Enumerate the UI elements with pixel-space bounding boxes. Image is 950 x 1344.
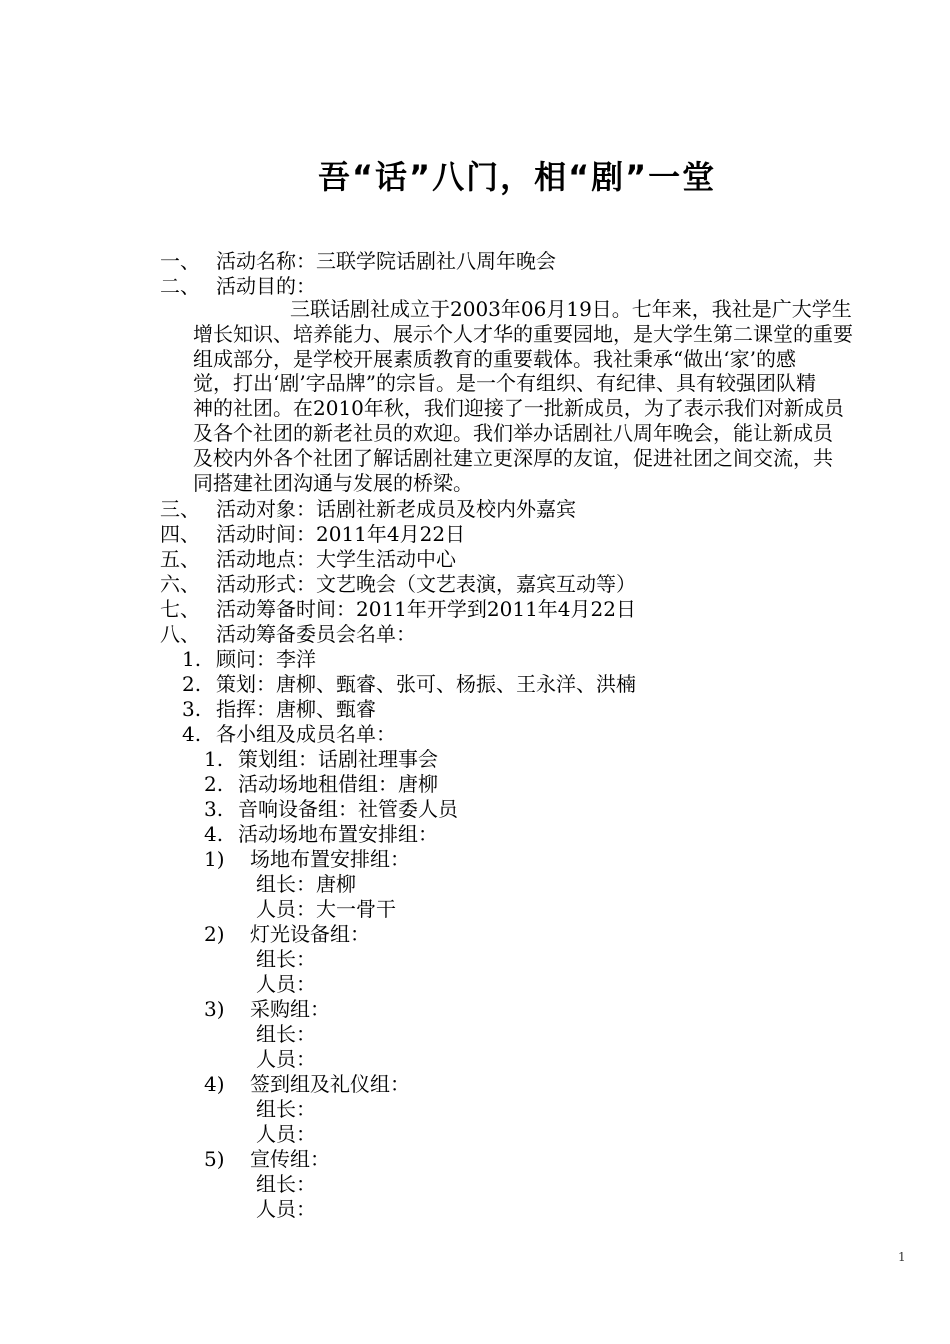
section-format [160, 572, 636, 597]
committee-item [182, 672, 636, 697]
item-number: 1. [204, 747, 224, 771]
purpose-line: 增长知识、培养能力、展示个人才华的重要园地，是大学生第二课堂的重要 [193, 321, 853, 346]
subgroup-item [204, 747, 438, 772]
purpose-line: 组成部分，是学校开展素质教育的重要载体。我社秉承“做出‘家’的感 [193, 346, 796, 371]
item-text: 指挥：唐柳、甄睿 [216, 697, 376, 721]
team-number: 4) [204, 1072, 225, 1096]
item-number: 1. [182, 647, 202, 671]
team-leader: 组长： [256, 1022, 316, 1046]
item-number: 4. [204, 822, 224, 846]
purpose-line: 及校内外各个社团了解话剧社建立更深厚的友谊，促进社团之间交流，共 [193, 445, 833, 470]
team-name: 签到组及礼仪组： [250, 1072, 410, 1096]
section-activity-name [160, 249, 556, 274]
section-location [160, 547, 456, 572]
committee-item [182, 647, 316, 672]
team-leader: 组长：唐柳 [256, 872, 356, 896]
team-name: 场地布置安排组： [250, 847, 410, 871]
subgroup-item [204, 822, 438, 847]
team-name: 灯光设备组： [250, 922, 370, 946]
item-text: 策划：唐柳、甄睿、张可、杨振、王永洋、洪楠 [216, 672, 636, 696]
section-text: 活动对象：话剧社新老成员及校内外嘉宾 [216, 497, 576, 521]
team-members: 人员： [256, 1122, 316, 1146]
section-prep-time [160, 597, 636, 622]
team-heading [204, 1147, 330, 1172]
section-audience [160, 497, 576, 522]
team-heading [204, 847, 410, 872]
section-time [160, 522, 465, 547]
subgroup-item [204, 797, 458, 822]
item-text: 音响设备组：社管委人员 [238, 797, 458, 821]
section-activity-purpose [160, 274, 316, 299]
section-text: 活动筹备时间：2011年开学到2011年4月22日 [216, 597, 636, 621]
subgroup-item [204, 772, 438, 797]
item-number: 2. [182, 672, 202, 696]
team-number: 1) [204, 847, 225, 871]
section-text: 活动地点：大学生活动中心 [216, 547, 456, 571]
team-heading [204, 922, 370, 947]
section-number: 二、 [160, 274, 200, 298]
section-number: 五、 [160, 547, 200, 571]
section-number: 六、 [160, 572, 200, 596]
section-text: 活动目的： [216, 274, 316, 298]
team-heading [204, 1072, 410, 1097]
team-leader: 组长： [256, 1097, 316, 1121]
item-text: 活动场地布置安排组： [238, 822, 438, 846]
team-leader: 组长： [256, 1172, 316, 1196]
item-text: 策划组：话剧社理事会 [238, 747, 438, 771]
committee-item [182, 722, 396, 747]
team-number: 3) [204, 997, 225, 1021]
team-members: 人员：大一骨干 [256, 897, 396, 921]
item-number: 3. [182, 697, 202, 721]
team-name: 采购组： [250, 997, 330, 1021]
item-number: 4. [182, 722, 202, 746]
item-text: 各小组及成员名单： [216, 722, 396, 746]
team-number: 5) [204, 1147, 225, 1171]
purpose-line: 三联话剧社成立于2003年06月19日。七年来，我社是广大学生 [290, 297, 852, 321]
section-text: 活动时间：2011年4月22日 [216, 522, 466, 546]
page-number: 1 [898, 1250, 906, 1264]
purpose-line: 同搭建社团沟通与发展的桥梁。 [193, 470, 473, 495]
team-leader: 组长： [256, 947, 316, 971]
purpose-line: 及各个社团的新老社员的欢迎。我们举办话剧社八周年晚会，能让新成员 [193, 420, 833, 445]
item-number: 2. [204, 772, 224, 796]
section-number: 三、 [160, 497, 200, 521]
team-members: 人员： [256, 1197, 316, 1221]
section-committee [160, 622, 416, 647]
section-text: 活动形式：文艺晚会（文艺表演，嘉宾互动等） [216, 572, 636, 596]
team-number: 2) [204, 922, 225, 946]
item-text: 活动场地租借组：唐柳 [238, 772, 438, 796]
section-text: 活动名称：三联学院话剧社八周年晚会 [216, 249, 556, 273]
team-members: 人员： [256, 1047, 316, 1071]
purpose-line: 神的社团。在2010年秋，我们迎接了一批新成员，为了表示我们对新成员 [193, 396, 844, 421]
section-number: 一、 [160, 249, 200, 273]
section-number: 四、 [160, 522, 200, 546]
item-text: 顾问：李洋 [216, 647, 316, 671]
team-name: 宣传组： [250, 1147, 330, 1171]
section-number: 七、 [160, 597, 200, 621]
section-text: 活动筹备委员会名单： [216, 622, 416, 646]
purpose-line: 觉，打出‘剧’字品牌”的宗旨。是一个有组织、有纪律、具有较强团队精 [193, 371, 816, 396]
team-members: 人员： [256, 972, 316, 996]
team-heading [204, 997, 330, 1022]
purpose-paragraph [193, 297, 905, 495]
document-title: 吾“话”八门，相“剧”一堂 [318, 158, 717, 196]
section-number: 八、 [160, 622, 200, 646]
item-number: 3. [204, 797, 224, 821]
committee-item [182, 697, 376, 722]
